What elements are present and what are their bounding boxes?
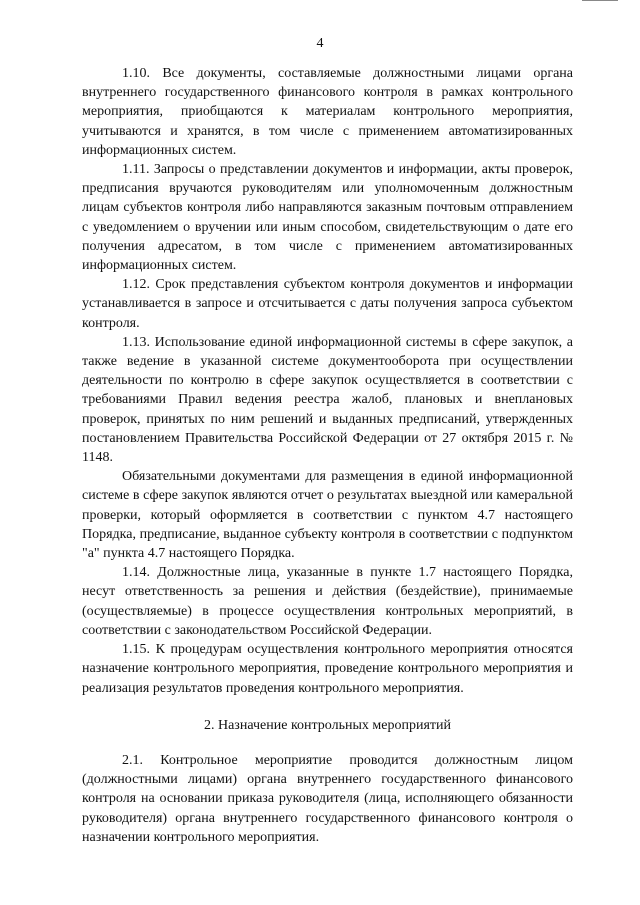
paragraph-1-13-continued: Обязательными документами для размещения в единой информационной системе в сфере закупок являются отчет о результатах выездной или камеральной проверки, который оформляется в соответствии с пунктом 4.7 настоящего Порядка, предписание, выданное субъекту контроля в соответствии с подпунктом "а" пункта 4.7 настоящего Порядка. (82, 469, 573, 562)
top-edge-rule (582, 0, 618, 1)
paragraph-1-11: 1.11. Запросы о представлении документов и информации, акты проверок, предписания вручаются руководителям или уполномоченным должностным лицам субъектов контроля либо направляются заказным почтовым отправлением с уведомлением о вручении или иным способом, свидетельствующим о дате его получения адресатом, в том числе с применением автоматизированных информационных систем. (82, 162, 573, 274)
paragraph-1-12: 1.12. Срок представления субъектом контроля документов и информации устанавливается в запросе и отсчитывается с даты получения запроса субъектом контроля. (82, 277, 573, 331)
paragraph-1-10: 1.10. Все документы, составляемые должностными лицами органа внутреннего государственного финансового контроля в рамках контрольного мероприятия, приобщаются к материалам контрольного мероприятия, учитываются и хранятся, в том числе с применением автоматизированных информационных систем. (82, 66, 573, 158)
document-body (82, 64, 573, 847)
page-number: 4 (316, 36, 324, 51)
paragraph-1-13: 1.13. Использование единой информационной системы в сфере закупок, а также ведение в указанной системе документооборота при осуществлении деятельности по контролю в сфере закупок осуществляется в соответствии с требованиями Правил ведения реестра жалоб, плановых и внеплановых проверок, принятых по ним решений и выданных предписаний, утвержденных постановлением Правительства Российской Федерации от 27 октября 2015 г. № 1148. (82, 334, 573, 466)
paragraph-1-14: 1.14. Должностные лица, указанные в пункте 1.7 настоящего Порядка, несут ответственность за решения и действия (бездействие), принимаемые (осуществляемые) в процессе осуществления контрольных мероприятий, в соответствии с законодательством Российской Федерации. (82, 565, 573, 638)
paragraph-1-15: 1.15. К процедурам осуществления контрольного мероприятия относятся назначение контрольного мероприятия, проведение контрольного мероприятия и реализация результатов проведения контрольного мероприятия. (82, 642, 573, 696)
section-heading: 2. Назначение контрольных мероприятий (203, 717, 451, 733)
paragraph-2-1: 2.1. Контрольное мероприятие проводится должностным лицом (должностными лицами) органа внутреннего государственного финансового контроля на основании приказа руководителя (лица, исполняющего обязанности руководителя) органа внутреннего государственного финансового контроля о назначении контрольного мероприятия. (82, 752, 573, 845)
